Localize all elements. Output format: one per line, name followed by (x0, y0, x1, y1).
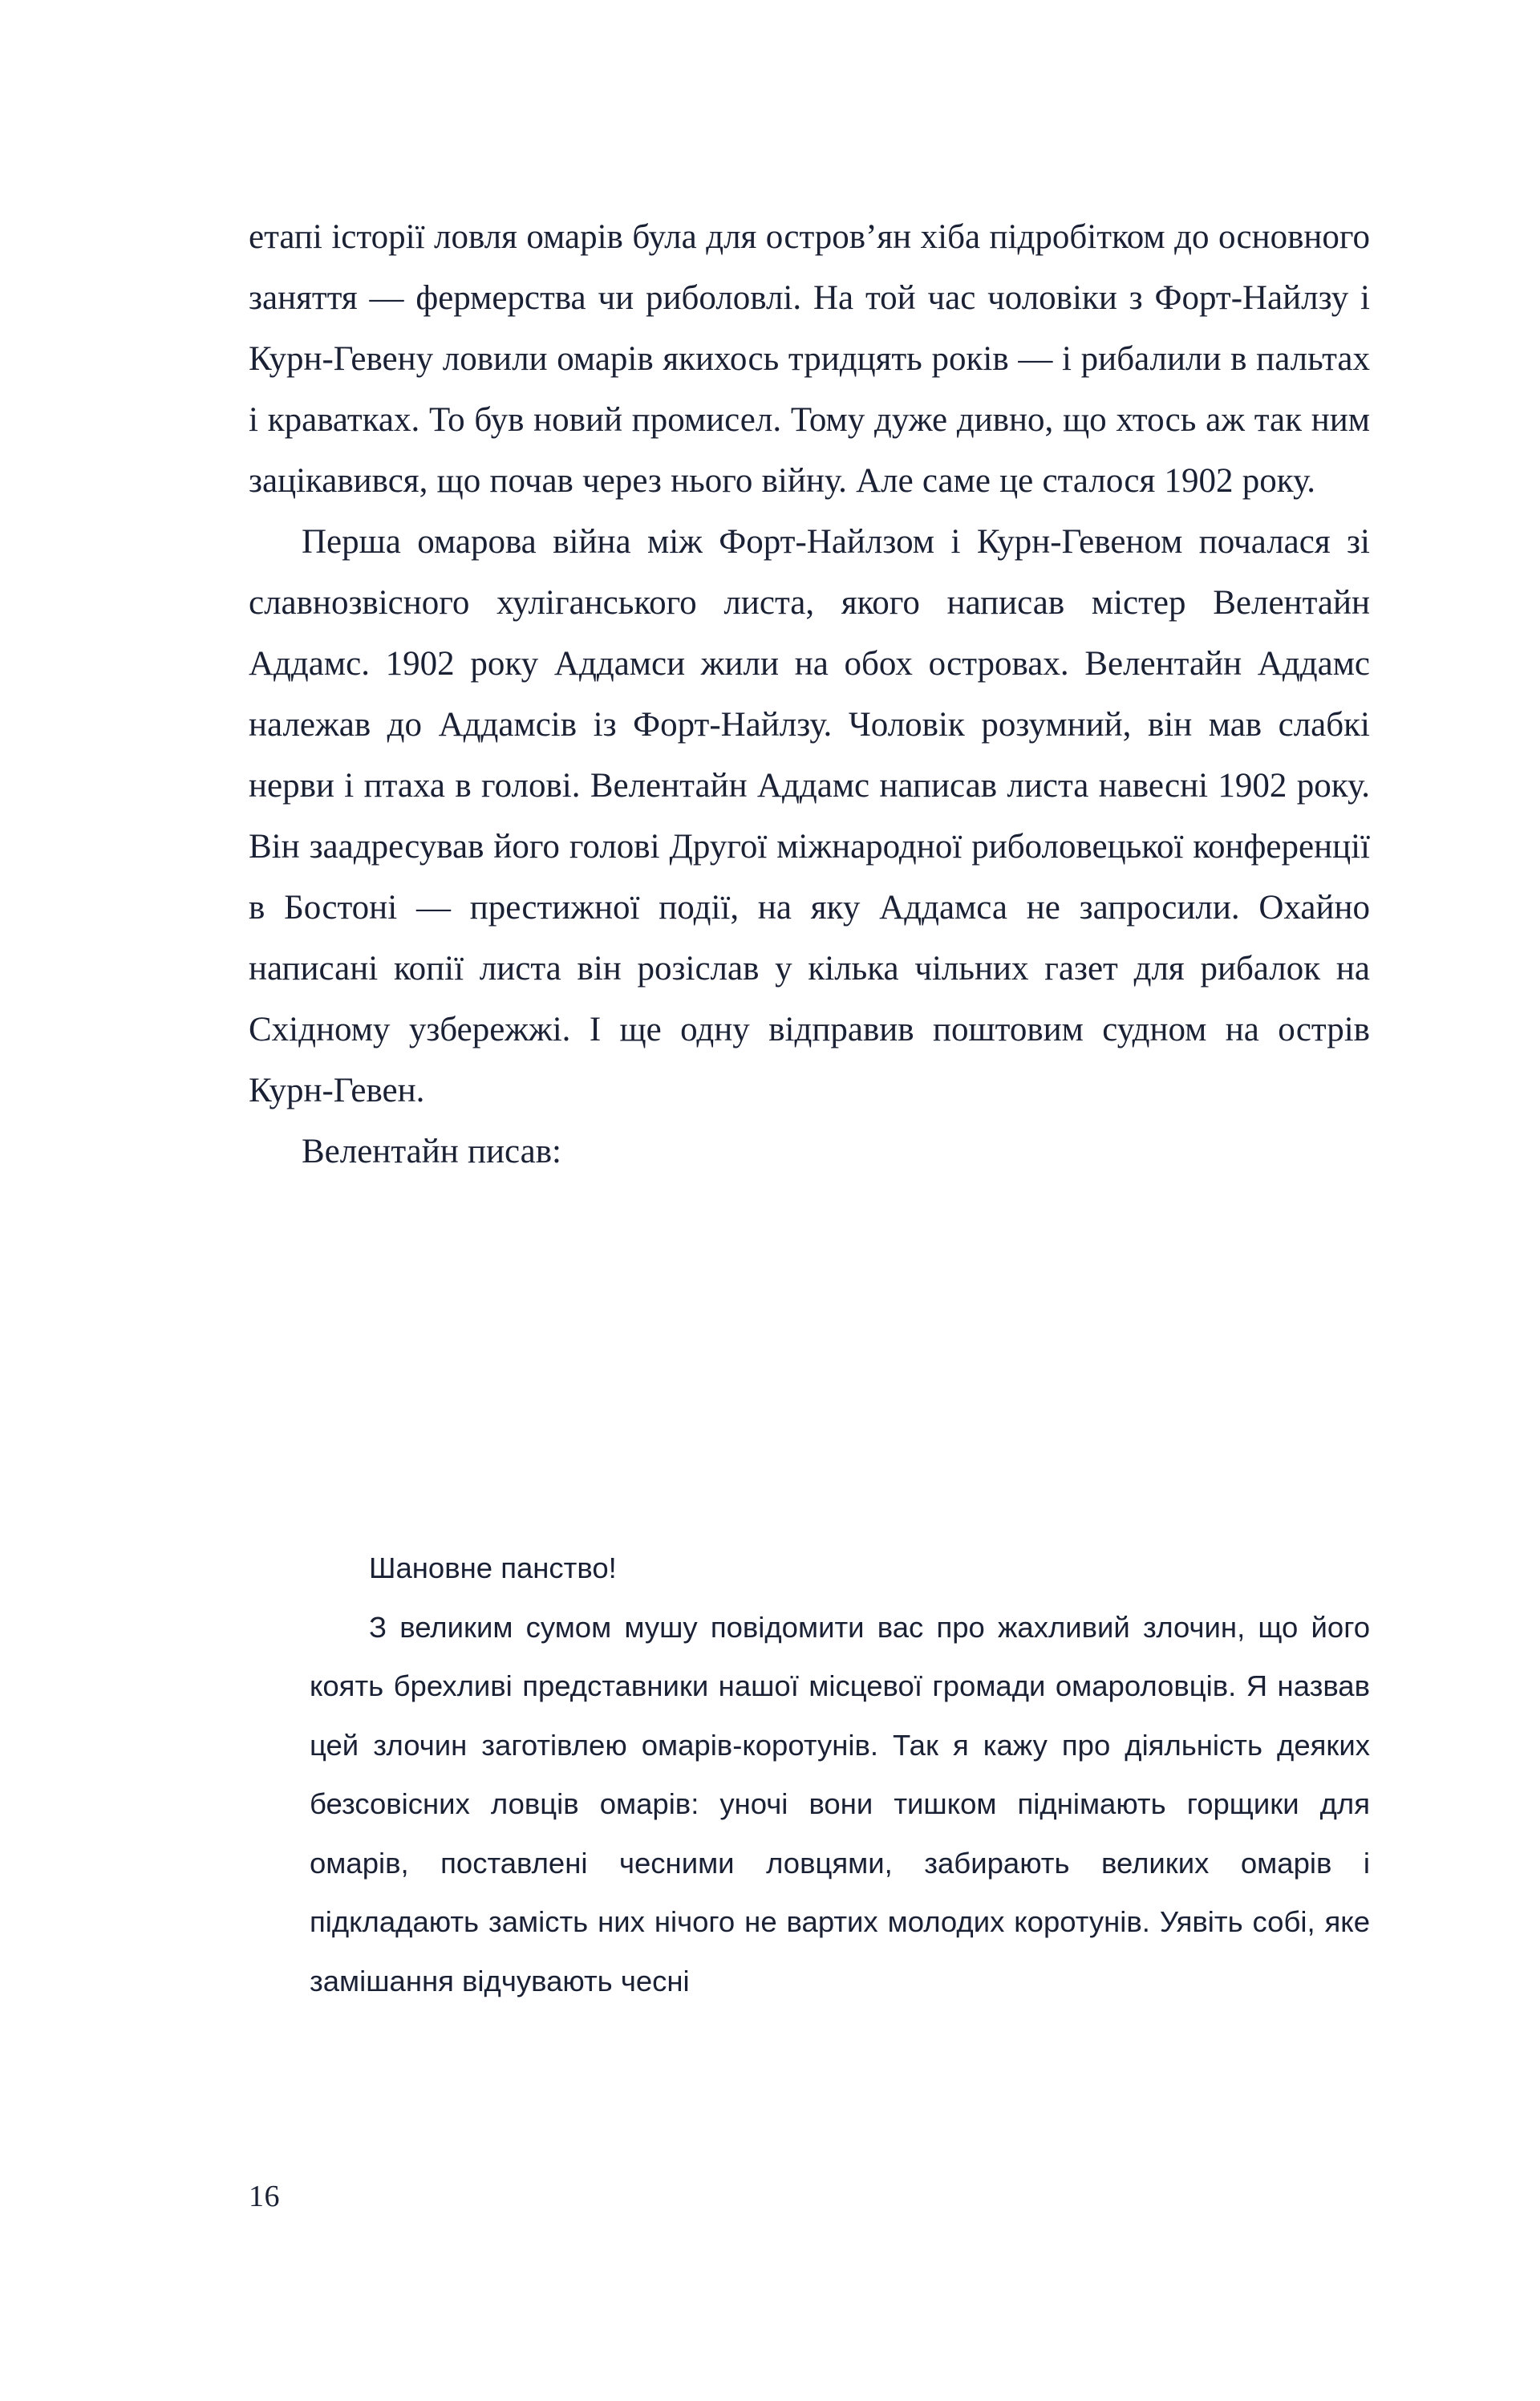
body-paragraph-first-lobster-war: Перша омарова війна між Форт-Найлзом і Курн-Гевеном почалася зі славнозвісного хуліганського листа, якого написав містер Велентайн Аддамс. 1902 року Аддамси жили на обох островах. Велентайн Аддамс належав до Аддамсів із Форт-Найлзу. Чоловік розумний, він мав слабкі нерви і птаха в голові. Велентайн Аддамс написав листа навесні 1902 року. Він заадресував його голові Другої міжнародної риболовецької конференції в Бостоні — престижної події, на яку Аддамса не запросили. Охайно написані копії листа він розіслав у кілька чільних газет для рибалок на Східному узбережжі. І ще одну відправив поштовим судном на острів Курн-Гевен. (249, 523, 1370, 1109)
page-number: 16 (249, 2180, 280, 2213)
body-paragraph-continuation: етапі історії ловля омарів була для остров’ян хіба підробітком до основного заняття — фермерства чи риболовлі. На той час чоловіки з Форт-Найлзу і Курн-Гевену ловили омарів якихось тридцять років — і рибалили в пальтах і краватках. То був новий промисел. Тому дуже дивно, що хтось аж так ним зацікавився, що почав через нього війну. Але саме це сталося 1902 року. (249, 218, 1370, 500)
body-paragraph-valentine-wrote: Велентайн писав: (302, 1133, 561, 1170)
main-text-column (249, 207, 1370, 1182)
quoted-letter-block (310, 1539, 1370, 2010)
letter-body-paragraph: З великим сумом мушу повідомити вас про жахливий злочин, що його коять брехливі представники нашої місцевої громади омароловців. Я назвав цей злочин заготівлею омарів-коротунів. Так я кажу про діяльність деяких безсовісних ловців омарів: уночі вони тишком піднімають горщики для омарів, поставлені чесними ловцями, забирають великих омарів і підкладають замість них нічого не вартих молодих коротунів. Уявіть собі, яке замішання відчувають чесні (310, 1610, 1370, 1997)
letter-salutation: Шановне панство! (369, 1551, 617, 1584)
